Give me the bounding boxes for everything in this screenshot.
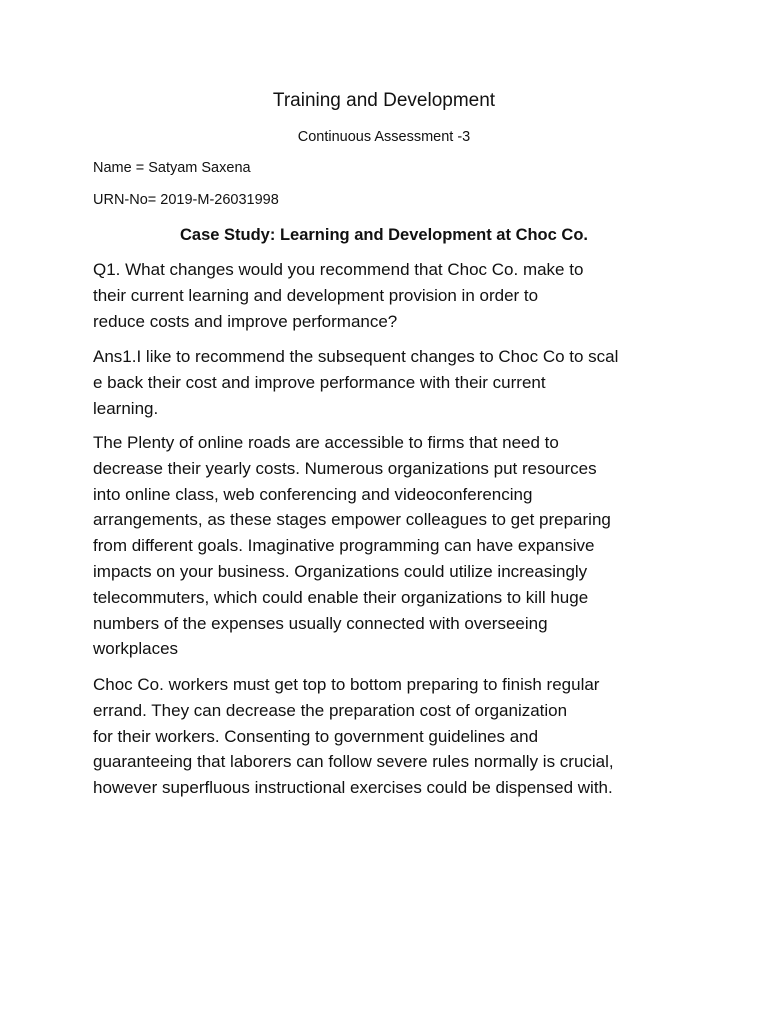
text-line: telecommuters, which could enable their organizations to kill huge (93, 587, 589, 607)
text-line: for their workers. Consenting to government guidelines and (93, 726, 539, 746)
urn-number-line: URN-No= 2019-M-26031998 (93, 192, 279, 208)
document-title: Training and Development (272, 90, 496, 111)
worker-training-paragraph (93, 672, 683, 801)
text-line: decrease their yearly costs. Numerous organizations put resources (93, 458, 597, 478)
text-line: Q1. What changes would you recommend that Choc Co. make to (93, 260, 584, 279)
question-1-paragraph (93, 257, 683, 334)
text-line: arrangements, as these stages empower colleagues to get preparing (93, 510, 611, 530)
text-line: workplaces (93, 639, 179, 659)
text-line: their current learning and development provision in order to (93, 285, 539, 305)
text-line: Ans1.I like to recommend the subsequent changes to Choc Co to scal (93, 347, 619, 366)
text-line: numbers of the expenses usually connected with overseeing (93, 613, 548, 633)
text-line: reduce costs and improve performance? (93, 311, 398, 331)
document-subtitle: Continuous Assessment -3 (297, 129, 471, 145)
text-line: e back their cost and improve performance with their current (93, 372, 546, 392)
text-line: however superfluous instructional exercises could be dispensed with. (93, 778, 613, 798)
case-study-heading: Case Study: Learning and Development at Choc Co. (180, 226, 588, 244)
text-line: errand. They can decrease the preparation cost of organization (93, 700, 568, 720)
text-line: Choc Co. workers must get top to bottom preparing to finish regular (93, 675, 600, 694)
text-line: impacts on your business. Organizations could utilize increasingly (93, 561, 588, 581)
text-line: into online class, web conferencing and videoconferencing (93, 484, 533, 504)
text-line: learning. (93, 398, 159, 418)
text-line: from different goals. Imaginative programming can have expansive (93, 536, 595, 556)
student-name-line: Name = Satyam Saxena (93, 160, 251, 176)
text-line: The Plenty of online roads are accessible to firms that need to (93, 433, 559, 452)
answer-1-paragraph (93, 344, 683, 421)
text-line: guaranteeing that laborers can follow severe rules normally is crucial, (93, 752, 614, 772)
online-training-paragraph (93, 430, 683, 662)
